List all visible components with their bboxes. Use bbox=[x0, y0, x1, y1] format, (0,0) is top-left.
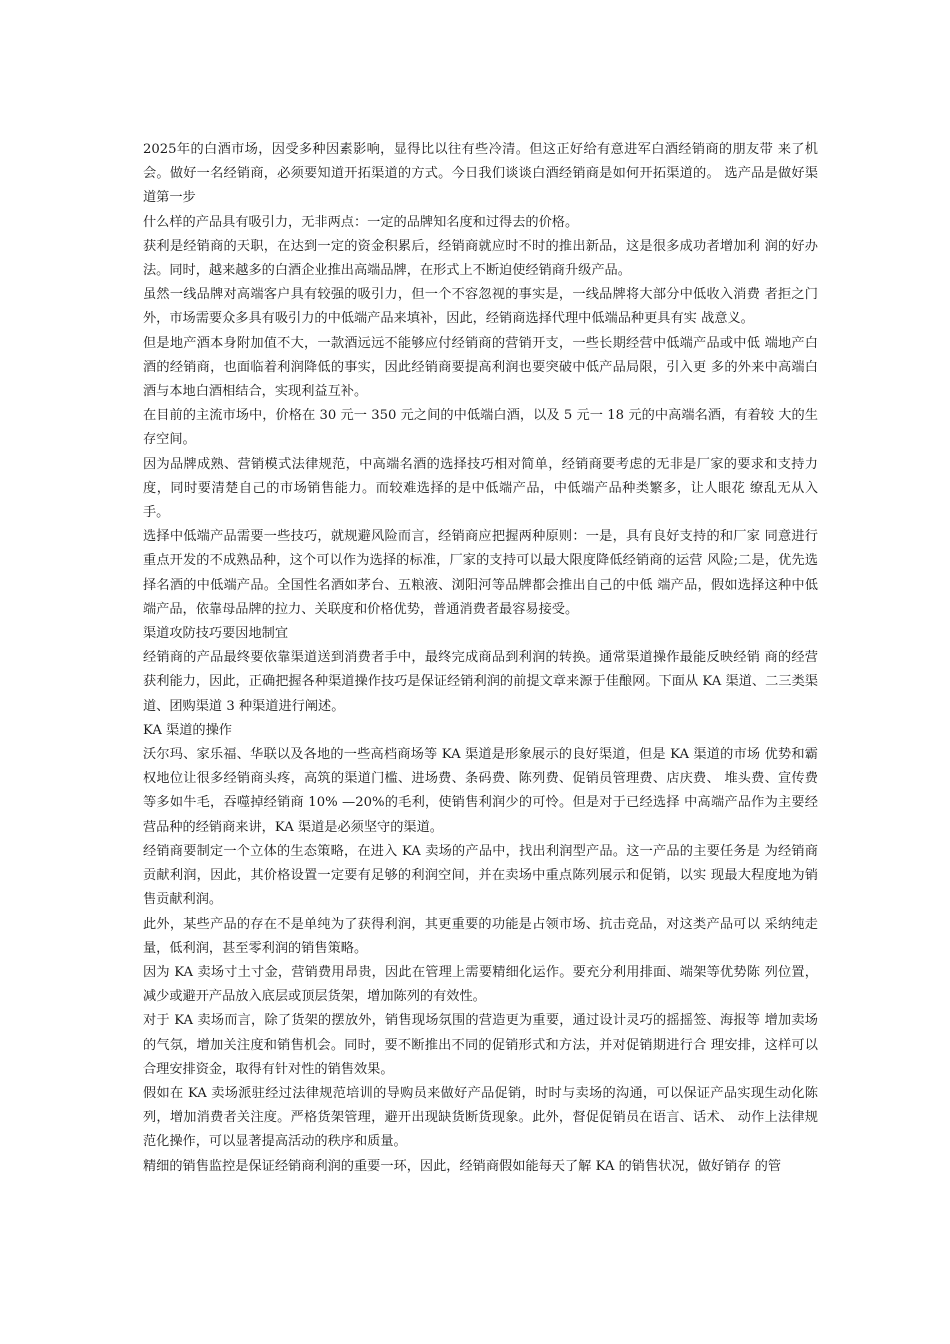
paragraph-sales-monitoring: 精细的销售监控是保证经销商利润的重要一环，因此，经销商假如能每天了解 KA 的销售状况，做好销存 的管 bbox=[143, 1158, 782, 1174]
paragraph-channel-intro: 经销商的产品最终要依靠渠道送到消费者手中，最终完成商品到利润的转换。通常渠道操作最能反映经销 商的经营获利能力，因此，正确把握各种渠道操作技巧是保证经销利润的前提文章来源于佳酿网。下面从 KA 渠道、二三类渠道、团购渠道 3 种渠道进行阐述。 bbox=[143, 650, 818, 714]
paragraph-ka-overview: 沃尔玛、家乐福、华联以及各地的一些高档商场等 KA 渠道是形象展示的良好渠道，但是 KA 渠道的市场 优势和霸权地位让很多经销商头疼，高筑的渠道门槛、进场费、条码费、陈列费、促销员管理费、店庆费、 堆头费、宣传费等多如牛毛，吞噬掉经销商 10% —20%的毛利，使销售利润少的可怜。但是对于已经选择 中高端产品作为主要经营品种的经销商来讲，KA 渠道是必须坚守的渠道。 bbox=[143, 747, 818, 835]
paragraph-product-appeal: 什么样的产品具有吸引力，无非两点：一定的品牌知名度和过得去的价格。 bbox=[143, 214, 579, 230]
paragraph-brand-maturity: 因为品牌成熟、营销模式法律规范，中高端名酒的选择技巧相对简单，经销商要考虑的无非是厂家的要求和支持力度，同时要清楚自己的市场销售能力。而较难选择的是中低端产品，中低端产品种类繁多，让人眼花 缭乱无从入手。 bbox=[143, 456, 818, 521]
article-body bbox=[143, 138, 818, 1179]
paragraph-ka-promoters: 假如在 KA 卖场派驻经过法律规范培训的导购员来做好产品促销，时时与卖场的沟通，可以保证产品实现生动化陈列，增加消费者关注度。严格货架管理，避开出现缺货断货现象。此外，督促促销员在语言、话术、 动作上法律规范化操作，可以显著提高活动的秩序和质量。 bbox=[143, 1085, 818, 1150]
paragraph-ka-display: 因为 KA 卖场寸土寸金，营销费用昂贵，因此在管理上需要精细化运作。要充分利用排面、端架等优势陈 列位置，减少或避开产品放入底层或顶层货架，增加陈列的有效性。 bbox=[143, 964, 818, 1005]
paragraph-selection-principles: 选择中低端产品需要一些技巧，就规避风险而言，经销商应把握两种原则：一是，具有良好支持的和厂家 同意进行重点开发的不成熟品种，这个可以作为选择的标准，厂家的支持可以最大限度降低经销商的运营 风险;二是，优先选择名酒的中低端产品。全国性名酒如茅台、五粮液、浏阳河等品牌都会推出自己的中低 端产品，假如选择这种中低端产品，依靠母品牌的拉力、关联度和价格优势，普通消费者最容易接受。 bbox=[143, 529, 818, 617]
paragraph-profit: 获利是经销商的天职，在达到一定的资金积累后，经销商就应时不时的推出新品，这是很多成功者增加利 润的好办法。同时，越来越多的白酒企业推出高端品牌，在形式上不断迫使经销商升级产品。 bbox=[143, 238, 818, 279]
paragraph-price-range: 在目前的主流市场中，价格在 30 元一 350 元之间的中低端白酒，以及 5 元一 18 元的中高端名酒，有着较 大的生存空间。 bbox=[143, 408, 818, 448]
paragraph-first-tier-brands: 虽然一线品牌对高端客户具有较强的吸引力，但一个不容忽视的事实是，一线品牌将大部分中低收入消费 者拒之门外，市场需要众多具有吸引力的中低端产品来填补，因此，经销商选择代理中低端品种更具有实 战意义。 bbox=[143, 287, 818, 327]
paragraph-intro: 2025年的白酒市场，因受多种因素影响，显得比以往有些冷清。但这正好给有意进军白酒经销商的朋友带 来了机会。做好一名经销商，必须要知道开拓渠道的方式。今日我们谈谈白酒经销商是如何开拓渠道的。 选产品是做好渠道第一步 bbox=[143, 142, 818, 206]
section-heading-channel-tactics: 渠道攻防技巧要因地制宜 bbox=[143, 626, 289, 642]
paragraph-local-liquor: 但是地产酒本身附加值不大，一款酒远远不能够应付经销商的营销开支，一些长期经营中低端产品或中低 端地产白酒的经销商，也面临着利润降低的事实，因此经销商要提高利润也要突破中低产品局限，引入更 多的外来中高端白酒与本地白酒相结合，实现利益互补。 bbox=[143, 335, 818, 400]
paragraph-ka-atmosphere: 对于 KA 卖场而言，除了货架的摆放外，销售现场氛围的营造更为重要，通过设计灵巧的摇摇签、海报等 增加卖场的气氛，增加关注度和销售机会。同时，要不断推出不同的促销形式和方法，并对促销期进行合 理安排，这样可以合理安排资金，取得有针对性的销售效果。 bbox=[143, 1013, 818, 1077]
section-heading-ka-channel: KA 渠道的操作 bbox=[143, 722, 232, 738]
paragraph-ka-volume-products: 此外，某些产品的存在不是单纯为了获得利润，其更重要的功能是占领市场、抗击竞品，对这类产品可以 采纳纯走量，低利润，甚至零利润的销售策略。 bbox=[143, 916, 818, 956]
paragraph-ka-strategy: 经销商要制定一个立体的生态策略，在进入 KA 卖场的产品中，找出利润型产品。这一产品的主要任务是 为经销商贡献利润，因此，其价格设置一定要有足够的利润空间，并在卖场中重点陈列展示和促销，以实 现最大程度地为销售贡献利润。 bbox=[143, 843, 818, 908]
